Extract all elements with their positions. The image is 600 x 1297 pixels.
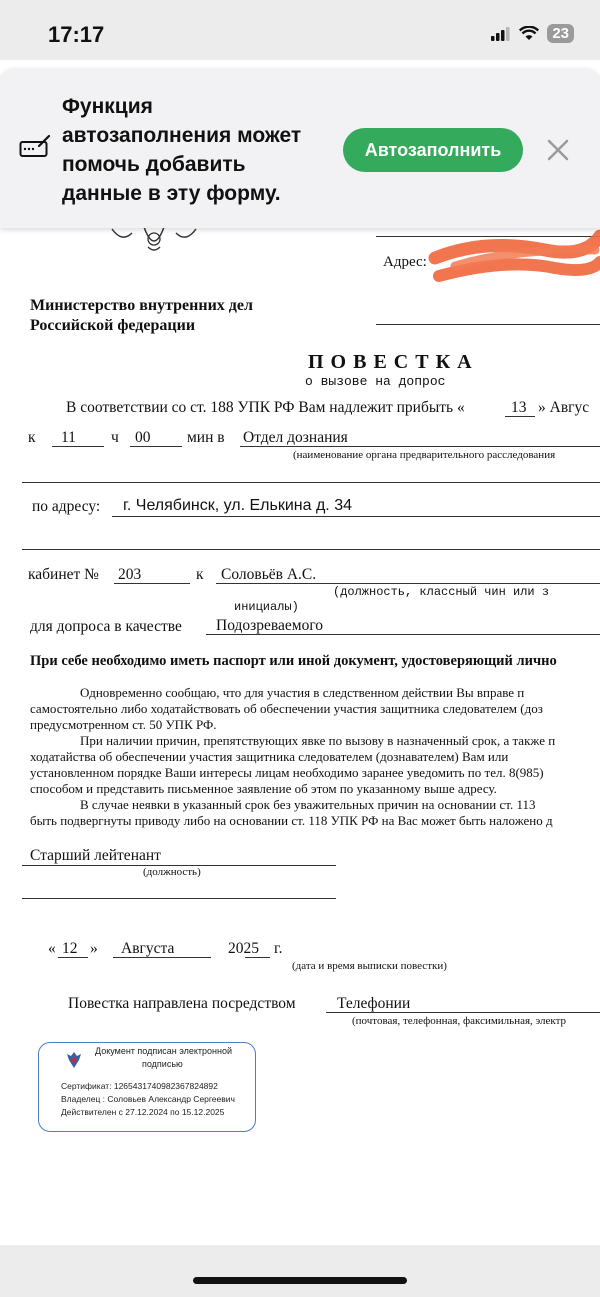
coat-of-arms-icon (108, 225, 200, 255)
initials-caption: инициалы) (234, 600, 299, 614)
autofill-message: Функция автозаполнения может помочь добавить данные в эту форму. (62, 95, 302, 205)
hour-label: ч (111, 429, 119, 446)
signature-certificate: Сертификат: 126543174098236782489​2 (61, 1081, 218, 1091)
official-caption: (должность, классный чин или з (333, 585, 550, 599)
summons-intro: В соответствии со ст. 188 УПК РФ Вам надлежит прибыть « (66, 399, 465, 416)
sent-via-caption: (почтовая, телефонная, факсимильная, электр (352, 1015, 567, 1027)
ministry-line1: Министерство внутренних дел (30, 297, 253, 314)
autofill-pencil-icon (19, 134, 51, 160)
date-year: 2025 (228, 940, 259, 957)
summons-address: г. Челябинск, ул. Елькина д. 34 (123, 497, 352, 514)
cellular-signal-icon (491, 27, 511, 41)
para2-line3: установленном порядке Ваши интересы лицам необходимо заранее уведомить по тел. 8(985) (30, 765, 544, 780)
date-month: Августа (121, 940, 175, 957)
para1-line3: предусмотренном ст. 50 УПК РФ. (30, 717, 217, 732)
signature-owner: Владелец : Соловьев Александр Сергеевич (61, 1094, 235, 1104)
para2-line2: ходатайства об обеспечении участия защитника следователем (дознавателем) Вам или (30, 749, 509, 764)
id-notice: При себе необходимо иметь паспорт или иной документ, удостоверяющий лично (30, 653, 557, 669)
address-label: Адрес: (383, 254, 427, 270)
electronic-signature-stamp (38, 1042, 256, 1132)
date-close-quote: » (90, 940, 98, 957)
summons-hour: 11 (61, 429, 76, 446)
para2-line4: способом и представить письменное заявление об этом по указанному выше адресу. (30, 781, 497, 796)
status-bar (0, 0, 600, 60)
time-k: к (28, 429, 36, 446)
investigation-organ: Отдел дознания (243, 429, 348, 446)
autofill-banner (0, 68, 600, 228)
clock: 17:17 (48, 22, 105, 47)
cabinet-number: 203 (118, 566, 142, 583)
organ-caption: (наименование органа предварительного расследования (293, 449, 556, 461)
home-indicator[interactable] (193, 1277, 407, 1284)
para1-line1: Одновременно сообщаю, что для участия в следственном действии Вы вправе п (80, 685, 525, 700)
para2-line1: При наличии причин, препятствующих явке по вызову в назначенный срок, а также п (80, 733, 556, 748)
date-year-suffix: г. (274, 940, 283, 957)
summons-month: » Авгус (538, 399, 590, 416)
close-icon[interactable] (546, 138, 570, 162)
signature-validity: Действителен с 27.12.2024 по 15.12.2025 (61, 1107, 225, 1117)
official-name: Соловьёв А.С. (221, 566, 317, 583)
ministry-line2: Российской федерации (30, 317, 196, 334)
rank-caption: (должность) (143, 866, 201, 878)
sent-via-value: Телефонии (337, 995, 411, 1012)
para3-line2: быть подвергнуты приводу либо на основании ст. 118 УПК РФ на Вас может быть наложено д (30, 813, 553, 828)
date-open-quote: « (48, 940, 56, 957)
signature-line2: подписью (142, 1059, 183, 1069)
date-day: 12 (62, 940, 78, 957)
address-prefix: по адресу: (32, 498, 101, 515)
sent-via-label: Повестка направлена посредством (68, 995, 296, 1012)
capacity-label: для допроса в качестве (30, 618, 182, 635)
capacity-value: Подозреваемого (216, 617, 324, 634)
date-caption: (дата и время выписки повестки) (292, 960, 447, 972)
to-label: к (196, 566, 204, 583)
redaction-scribble (425, 228, 600, 290)
battery-indicator: 23 (547, 24, 574, 43)
eagle-emblem-icon (65, 1050, 83, 1070)
document-subtitle: о вызове на допрос (305, 374, 446, 389)
para3-line1: В случае неявки в указанный срок без уважительных причин на основании ст. 113 (80, 797, 536, 812)
cabinet-label: кабинет № (28, 566, 99, 583)
summons-day: 13 (511, 399, 527, 416)
officer-rank: Старший лейтенант (30, 847, 161, 864)
minutes-label: мин в (187, 429, 225, 446)
signature-line1: Документ подписан электронной (95, 1046, 233, 1056)
document-title: ПОВЕСТКА (308, 351, 479, 373)
wifi-icon (519, 26, 539, 41)
para1-line2: самостоятельно либо ходатайствовать об обеспечении участия защитника следователем (доз (30, 701, 543, 716)
autofill-button[interactable]: Автозаполнить (343, 128, 523, 172)
summons-minutes: 00 (135, 429, 151, 446)
status-icons (491, 24, 574, 43)
